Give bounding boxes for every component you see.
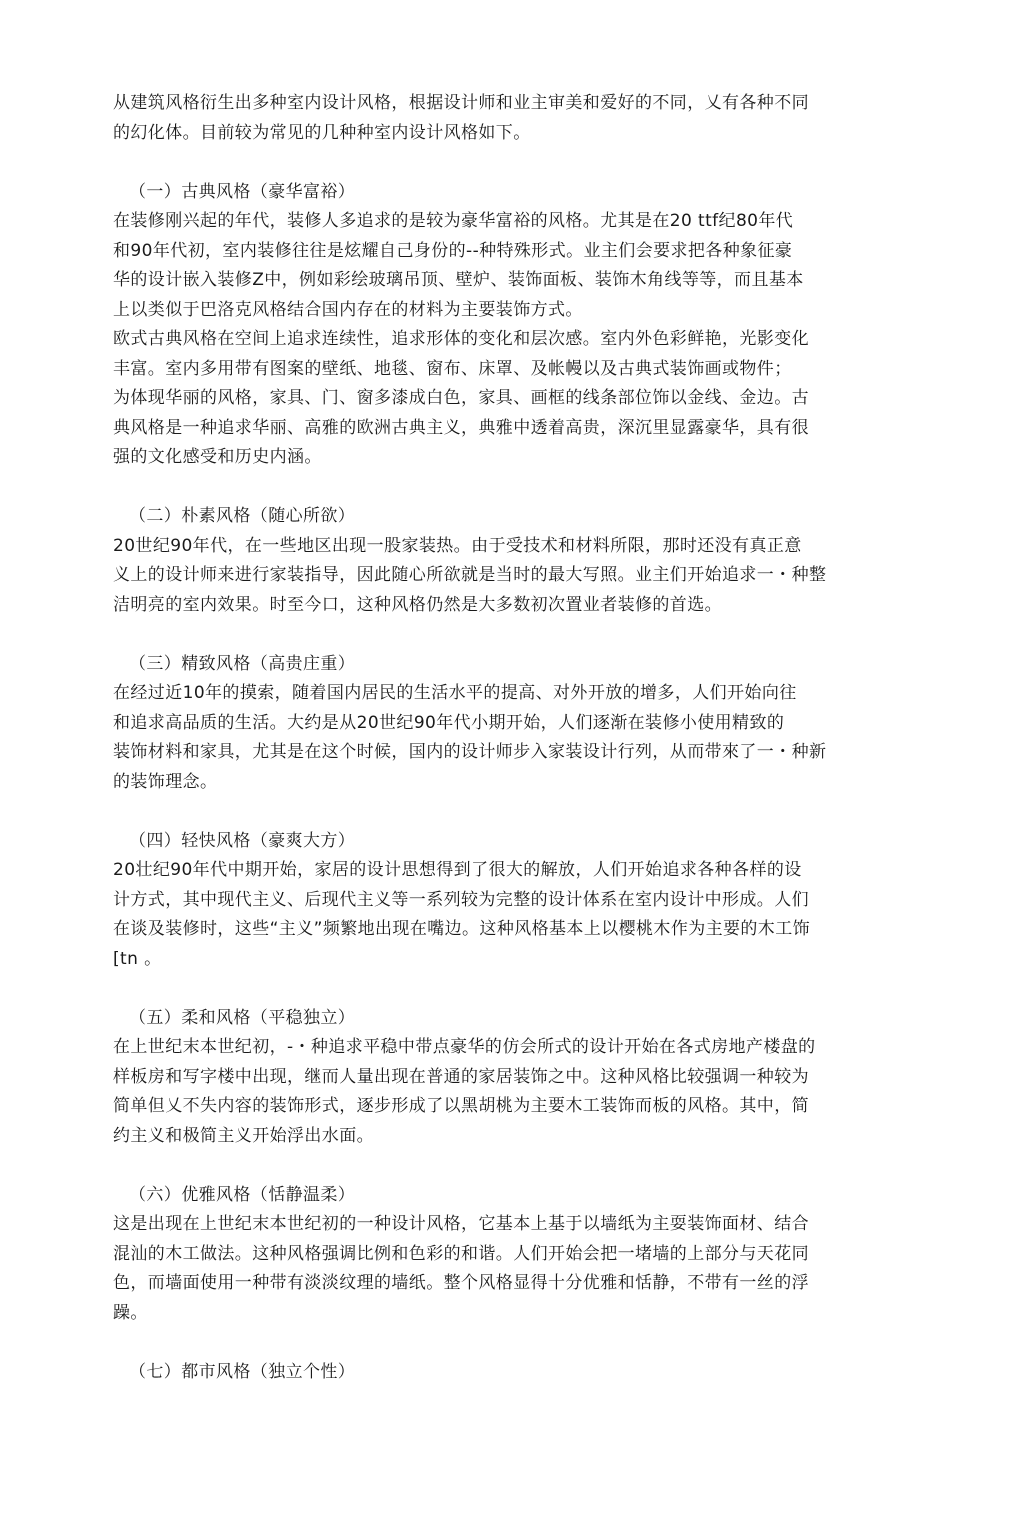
body-line: 典风格是一种追求华丽、高雅的欧洲古典主义，典雅中透着高贵，深沉里显露豪华，具有很 <box>113 417 809 438</box>
intro-line: 从建筑风格衍生出多种室内设计风格，根据设计师和业主审美和爱好的不同，乂有各种不同 <box>113 93 809 113</box>
body-line: 在经过近10年的摸索，随着国内居民的生活水平的提高、对外开放的增多，人们开始向往 <box>113 683 797 703</box>
body-line: 约主义和极简主义开始浮出水面。 <box>113 1125 374 1146</box>
body-line: 洁明亮的室内效果。时至今口，这种风格仍然是大多数初次置业者装修的首选。 <box>113 594 722 615</box>
paragraph-gap <box>113 620 913 650</box>
section-soft <box>113 1004 913 1152</box>
body-line: 这是出现在上世纪末本世纪初的一种设计风格，它基本上基于以墙纸为主耍装饰面材、结合 <box>113 1214 809 1234</box>
body-line: 20壮纪90年代中期开始，家居的设计思想得到了很大的解放，人们开始追求各种各样的设 <box>113 860 802 880</box>
section-heading: （三）精致风格（高贵庄重） <box>129 653 356 674</box>
body-line: 计方式，其中现代主义、后现代主义等一系列较为完整的设计体系在室内设计中形成。人们 <box>113 889 809 910</box>
body-line: 在上世纪末本世纪初，-・种追求平稳中带点豪华的仿会所式的设计开始在各式房地产楼盘的 <box>113 1037 816 1057</box>
section-elegant <box>113 1181 913 1329</box>
section-urban <box>113 1358 913 1388</box>
body-line: [tn 。 <box>113 948 162 969</box>
section-classical <box>113 178 913 473</box>
body-line: 欧式古典风格在空间上追求连续性，追求形体的变化和层次感。室内外色彩鲜艳，光影变化 <box>113 329 809 349</box>
body-line: 华的设计嵌入装修Z中，例如彩绘玻璃吊顶、壁炉、装饰面板、装饰木角线等等，而且基本 <box>113 270 804 290</box>
body-line: 在装修刚兴起的年代，装修人多追求的是较为豪华富裕的风格。尤其是在20 ttf纪80年代 <box>113 211 794 231</box>
body-line: 色，而墙面使用一种带有淡淡纹理的墙纸。整个风格显得十分优雅和恬静，不带有一丝的浮 <box>113 1273 809 1293</box>
body-line: 义上的设计师来进行家装指导，因此随心所欲就是当时的最大写照。业主们开始追求一・种整 <box>113 565 827 585</box>
intro-line: 的幻化体。目前较为常见的几种种室内设计风格如下。 <box>113 122 531 143</box>
section-heading: （六）优雅风格（恬静温柔） <box>129 1184 356 1205</box>
body-line: 丰富。室内多用带有图案的壁纸、地毯、窗布、床罩、及帐幔以及古典式装饰画或物件； <box>113 358 792 379</box>
body-line: 装饰材料和家具，尤其是在这个时候，国内的设计师步入家装设计行列，从而带來了一・种新 <box>113 742 827 762</box>
body-line: 上以类似于巴洛克风格结合国内存在的材料为主要装饰方式。 <box>113 299 583 320</box>
section-heading: （七）都市风格（独立个性） <box>129 1361 356 1382</box>
paragraph-gap <box>113 148 913 178</box>
section-simple <box>113 502 913 620</box>
section-heading: （四）轻快风格（豪爽大方） <box>129 830 356 851</box>
section-heading: （五）柔和风格（平稳独立） <box>129 1007 356 1028</box>
section-heading: （二）朴素风格（随心所欲） <box>129 506 356 526</box>
paragraph-gap <box>113 1151 913 1181</box>
body-line: 为体现华丽的风格，家具、门、窗多漆成白色，家具、画框的线条部位饰以金线、金边。古 <box>113 388 809 408</box>
body-line: 和90年代初，室内装修往往是炫耀自己身份的--种特殊形式。业主们会要求把各种象征豪 <box>113 240 793 261</box>
body-line: 样板房和写字楼中出现，继而人量出现在普通的家居装饰之中。这种风格比较强调一种较为 <box>113 1066 809 1087</box>
section-light <box>113 827 913 975</box>
body-line: 在谈及装修时，这些“主义”频繁地出现在嘴边。这种风格基本上以樱桃木作为主要的木工饰 <box>113 919 811 939</box>
body-line: 混汕的木工做法。这种风格强调比例和色彩的和谐。人们开始会把一堵墙的上部分与天花同 <box>113 1243 809 1264</box>
section-heading: （一）古典风格（豪华富裕） <box>129 181 356 202</box>
body-line: 躁。 <box>113 1302 148 1323</box>
paragraph-gap <box>113 1328 913 1358</box>
intro-paragraph <box>113 89 913 148</box>
paragraph-gap <box>113 797 913 827</box>
document-page <box>113 89 913 1387</box>
body-line: 强的文化感受和历史内涵。 <box>113 447 322 467</box>
body-line: 简单但乂不失内容的装饰形式，逐步形成了以黑胡桃为主要木工装饰而板的风格。其中，简 <box>113 1096 809 1116</box>
body-line: 的装饰理念。 <box>113 771 218 792</box>
section-refined <box>113 650 913 798</box>
paragraph-gap <box>113 974 913 1004</box>
paragraph-gap <box>113 473 913 503</box>
body-line: 20世纪90年代，在一些地区出现一股家装热。由于受技术和材料所限，那时还没有真正意 <box>113 535 802 556</box>
body-line: 和追求高品质的生活。大约是从20世纪90年代小期开始，人们逐渐在装修小使用精致的 <box>113 712 785 733</box>
